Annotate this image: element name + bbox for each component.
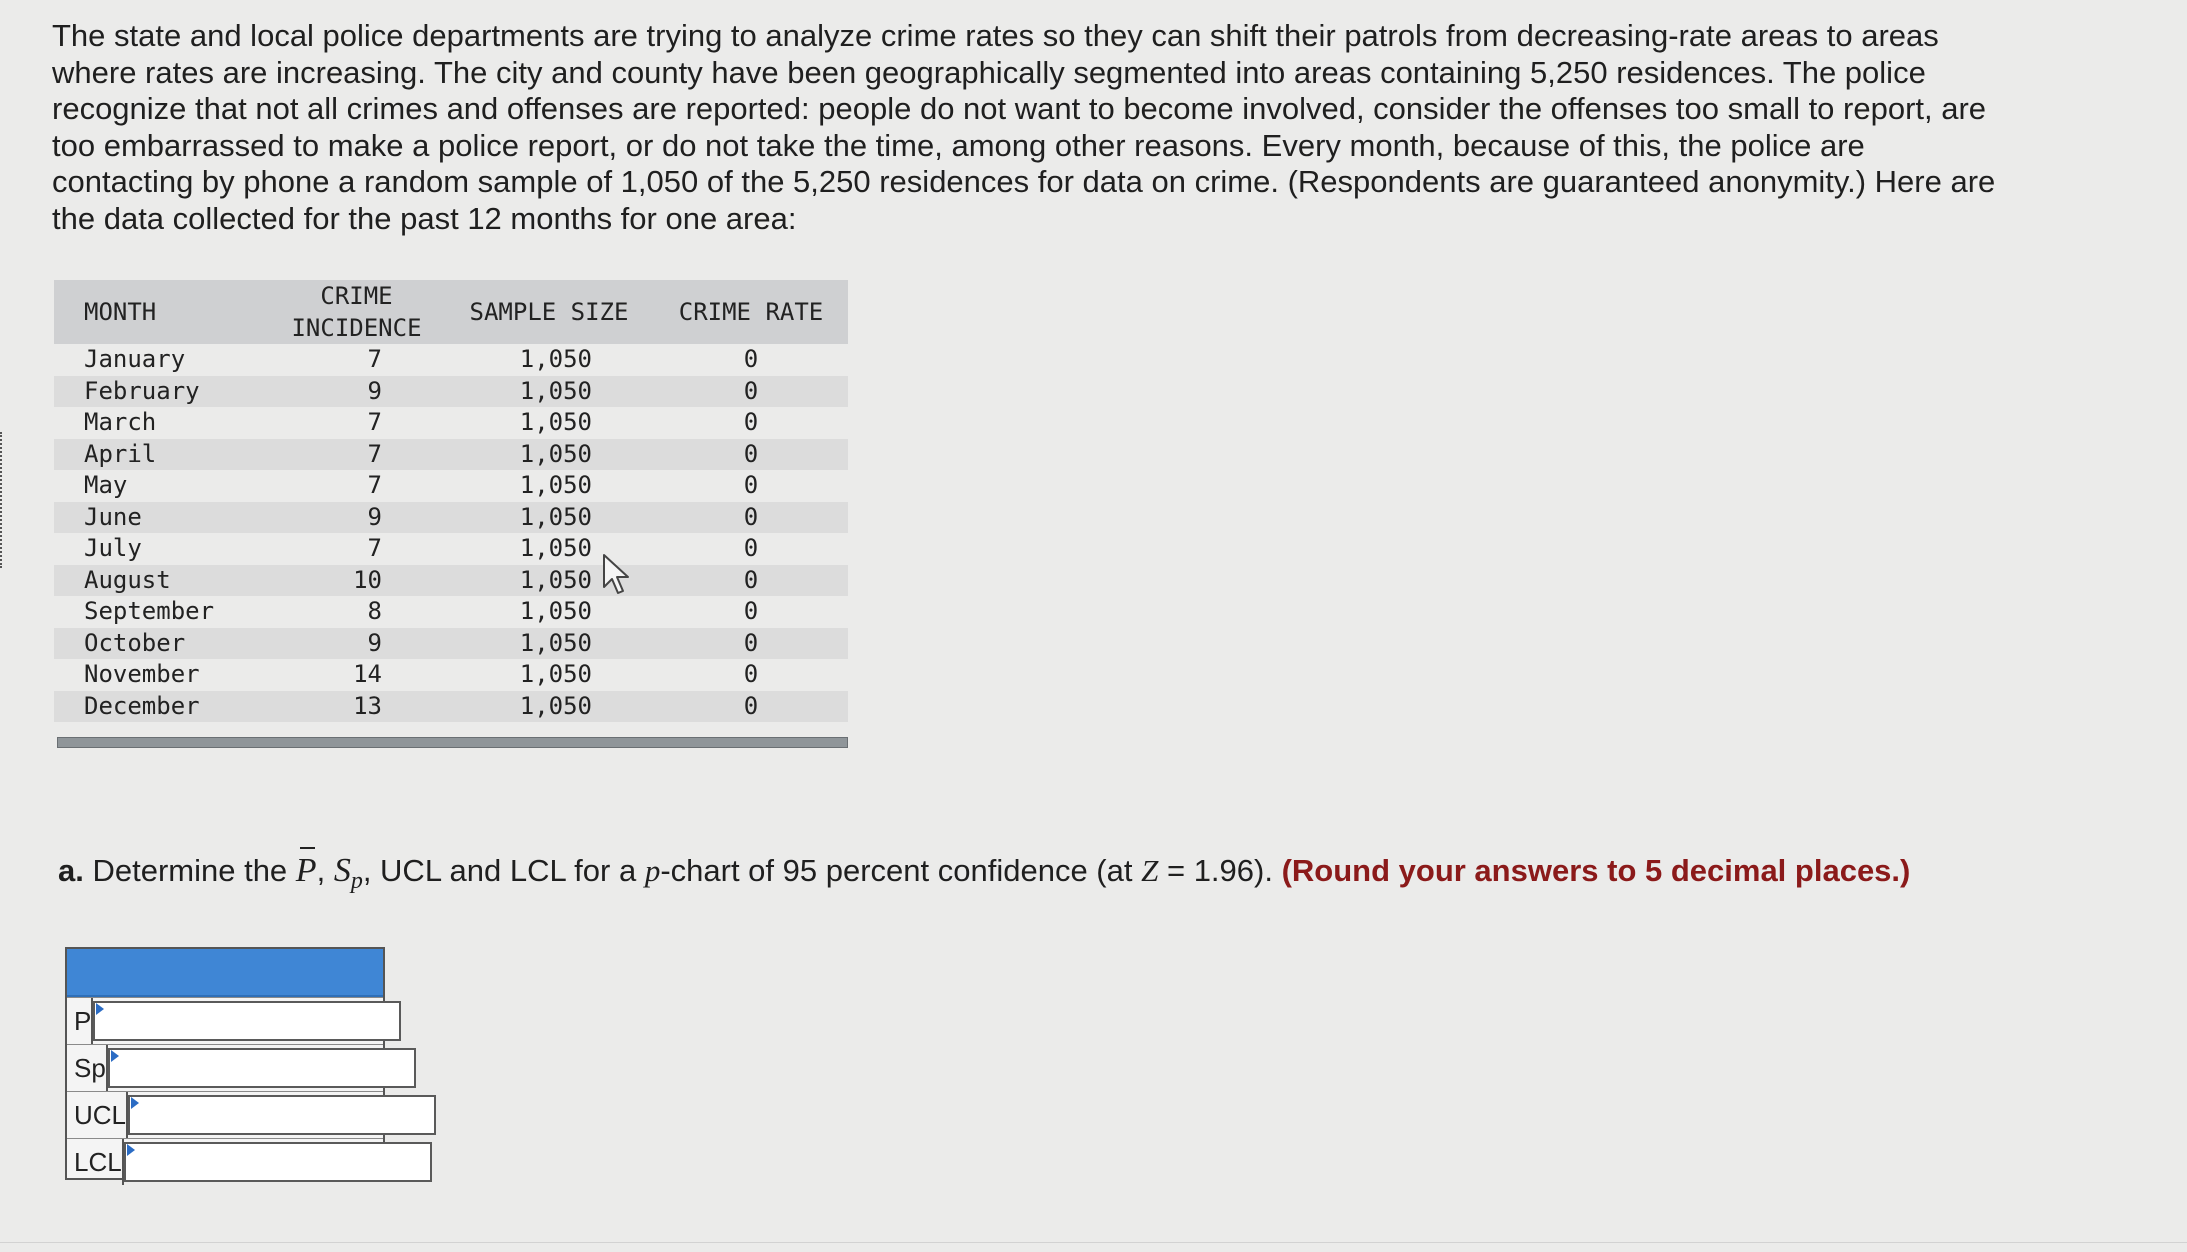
- cell-month: February: [54, 376, 269, 408]
- cell-month: October: [54, 628, 269, 660]
- cell-incidence: 10: [269, 565, 444, 597]
- answer-row-ucl: [67, 1091, 383, 1138]
- cell-month: August: [54, 565, 269, 597]
- cell-crime-rate: 0: [654, 565, 848, 597]
- question-label: a.: [58, 853, 84, 888]
- cell-crime-rate: 0: [743, 597, 759, 625]
- cell-sample-size: 1,050: [519, 345, 592, 373]
- p-bar-input[interactable]: [93, 1001, 401, 1041]
- mouse-pointer-icon: [602, 553, 634, 597]
- answer-table-header: [67, 949, 383, 997]
- cell-crime-rate: 0: [654, 376, 848, 408]
- table-row: [54, 596, 848, 628]
- cell-month: April: [54, 439, 269, 471]
- cell-crime-rate: 0: [743, 345, 759, 373]
- cell-incidence: 7: [367, 534, 382, 562]
- table-row: [54, 533, 848, 565]
- input-marker-icon: [127, 1144, 135, 1156]
- p-italic: p: [644, 853, 661, 888]
- table-row: [54, 659, 848, 691]
- answer-input-wrap: [124, 1139, 432, 1185]
- header-month: MONTH: [54, 280, 269, 344]
- page-edge-indicator: [0, 432, 6, 568]
- problem-statement: The state and local police departments are trying to analyze crime rates so they can shift their patrols from decreasing-rate areas to areas where rates are increasing. The city and county have been geographically segmented into areas containing 5,250 residences. The police recognize that not all crimes and offenses are reported: people do not want to become involved, consider the offenses too small to report, are too embarrassed to make a police report, or do not take the time, among other reasons. Every month, because of this, the police are contacting by phone a random sample of 1,050 of the 5,250 residences for data on crime. (Respondents are guaranteed anonymity.) Here are the data collected for the past 12 months for one area:: [52, 18, 1996, 236]
- table-row: [54, 565, 848, 597]
- cell-crime-rate: 0: [743, 408, 759, 436]
- z-value: = 1.96).: [1158, 853, 1282, 888]
- answer-label-ucl: UCL: [67, 1092, 128, 1138]
- question-text-chart: -chart of 95 percent confidence (at: [660, 853, 1142, 888]
- answer-label-sp: Sp: [67, 1045, 108, 1091]
- cell-sample-size: 1,050: [444, 628, 654, 660]
- cell-incidence: 9: [269, 502, 444, 534]
- cell-sample-size: 1,050: [444, 691, 654, 723]
- cell-month: June: [54, 502, 269, 534]
- answer-input-wrap: [108, 1045, 416, 1091]
- cell-crime-rate: 0: [743, 534, 759, 562]
- cell-month: November: [84, 660, 200, 688]
- cell-crime-rate: 0: [743, 471, 759, 499]
- header-crime-rate: CRIME RATE: [654, 280, 848, 344]
- cell-incidence: 7: [367, 345, 382, 373]
- lcl-input[interactable]: [124, 1142, 432, 1182]
- cell-month: December: [54, 691, 269, 723]
- question-text-before: Determine the: [83, 853, 296, 888]
- question-comma: ,: [316, 853, 334, 888]
- header-crime-incidence-line1: CRIME: [320, 282, 393, 310]
- cell-sample-size: 1,050: [444, 502, 654, 534]
- bottom-divider: [0, 1242, 2187, 1243]
- input-marker-icon: [111, 1050, 119, 1062]
- crime-data-table: [54, 280, 848, 722]
- cell-incidence: 14: [353, 660, 382, 688]
- cell-crime-rate: 0: [654, 439, 848, 471]
- answer-input-wrap: [93, 998, 401, 1044]
- cell-incidence: 7: [367, 408, 382, 436]
- table-row: [54, 502, 848, 534]
- table-row: [54, 376, 848, 408]
- answer-table: [65, 947, 385, 1180]
- table-row: [54, 470, 848, 502]
- cell-month: September: [84, 597, 215, 625]
- cell-sample-size: 1,050: [444, 565, 654, 597]
- cell-incidence: 7: [367, 471, 382, 499]
- cell-sample-size: 1,050: [519, 408, 592, 436]
- cell-month: January: [84, 345, 186, 373]
- cell-crime-rate: 0: [654, 691, 848, 723]
- cell-sample-size: 1,050: [519, 660, 592, 688]
- sp-symbol: S: [333, 852, 351, 889]
- input-marker-icon: [96, 1003, 104, 1015]
- cell-incidence: 7: [269, 439, 444, 471]
- p-bar-symbol: P: [295, 852, 317, 889]
- cell-month: May: [84, 471, 128, 499]
- z-symbol: Z: [1141, 853, 1159, 888]
- cell-incidence: 9: [269, 628, 444, 660]
- table-row: [54, 407, 848, 439]
- answer-input-wrap: [128, 1092, 436, 1138]
- cell-crime-rate: 0: [743, 660, 759, 688]
- question-text-middle: , UCL and LCL for a: [362, 853, 645, 888]
- table-row: [54, 439, 848, 471]
- cell-crime-rate: 0: [654, 502, 848, 534]
- table-footer-bar: [57, 737, 848, 748]
- cell-incidence: 9: [269, 376, 444, 408]
- cell-sample-size: 1,050: [444, 439, 654, 471]
- header-sample-size: SAMPLE SIZE: [444, 280, 654, 344]
- question-a: [58, 851, 1910, 901]
- table-row: [54, 344, 848, 376]
- cell-month: March: [84, 408, 157, 436]
- answer-row-p: [67, 997, 383, 1044]
- answer-row-lcl: [67, 1138, 383, 1185]
- header-crime-incidence: [269, 280, 444, 344]
- answer-row-sp: [67, 1044, 383, 1091]
- cell-sample-size: 1,050: [444, 376, 654, 408]
- rounding-instruction: (Round your answers to 5 decimal places.): [1281, 853, 1911, 888]
- cell-crime-rate: 0: [654, 628, 848, 660]
- cell-sample-size: 1,050: [519, 534, 592, 562]
- cell-incidence: 8: [367, 597, 382, 625]
- input-marker-icon: [131, 1097, 139, 1109]
- cell-incidence: 13: [269, 691, 444, 723]
- cell-sample-size: 1,050: [519, 471, 592, 499]
- answer-label-p: P: [67, 998, 93, 1044]
- header-crime-incidence-line2: INCIDENCE: [291, 314, 422, 342]
- table-row: [54, 691, 848, 723]
- table-header-row: [54, 280, 848, 344]
- answer-label-lcl: LCL: [67, 1139, 124, 1185]
- cell-sample-size: 1,050: [519, 597, 592, 625]
- ucl-input[interactable]: [128, 1095, 436, 1135]
- table-row: [54, 628, 848, 660]
- sp-input[interactable]: [108, 1048, 416, 1088]
- sp-subscript: p: [350, 868, 363, 895]
- cell-month: July: [84, 534, 142, 562]
